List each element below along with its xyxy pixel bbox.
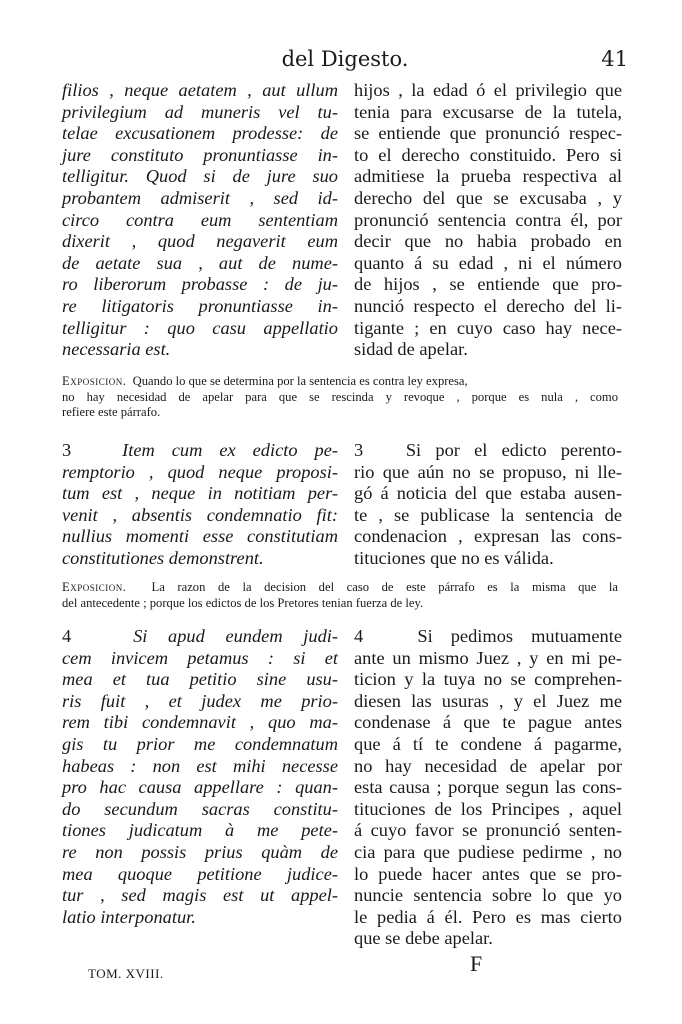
spanish-line: esta causa ; porque segun las cons- <box>354 777 622 798</box>
running-title: del Digesto. <box>281 47 409 71</box>
latin-line: dixerit , quod negaverit eum <box>62 231 338 252</box>
latin-text: Item cum ex edicto pe- <box>122 440 338 460</box>
spanish-line: tituciones que no es válida. <box>354 547 554 568</box>
latin-column <box>62 626 338 928</box>
exposicion-line: no hay necesidad de apelar para que se rescinda y revoque , porque es nula , como <box>62 389 618 404</box>
latin-line: mea et tua petitio sine usu- <box>62 669 338 690</box>
exposicion-label: Exposicion. <box>62 580 127 594</box>
exposicion-line: del antecedente ; porque los edictos de los Pretores tenian fuerza de ley. <box>62 595 424 610</box>
running-header <box>60 47 630 77</box>
paragraph-number: 4 <box>62 626 72 646</box>
latin-line: telligitur. Quod si de jure suo <box>62 166 338 187</box>
spanish-line: que se debe apelar. <box>354 928 493 949</box>
latin-column <box>62 440 338 570</box>
latin-line: ro liberorum probasse : de ju- <box>62 274 338 295</box>
spanish-line: de hijos , se entiende que pro- <box>354 274 622 295</box>
spanish-text: Si pedimos mutuamente <box>417 626 622 646</box>
latin-line: do secundum sacras constitu- <box>62 798 338 819</box>
latin-line: re litigatoris pronuntiasse in- <box>62 295 338 316</box>
spanish-line: se entiende que pronunció respec- <box>354 123 622 144</box>
spanish-line: que á tí te condene á pagarme, <box>354 733 622 754</box>
spanish-line: tigante ; en cuyo caso hay nece- <box>354 317 622 338</box>
exposicion-note <box>62 374 618 421</box>
exposicion-text: Quando lo que se determina por la sentencia es contra ley expresa, <box>132 374 468 388</box>
latin-line: habeas : non est mihi necesse <box>62 755 338 776</box>
latin-line <box>62 626 338 648</box>
spanish-text: Si por el edicto perento- <box>405 440 622 460</box>
latin-line: constitutiones demonstrent. <box>62 547 264 568</box>
spanish-line: nunció respecto el derecho del li- <box>354 295 622 316</box>
spanish-line: condenase á que te pague antes <box>354 712 622 733</box>
spanish-line: hijos , la edad ó el privilegio que <box>354 80 622 100</box>
spanish-line <box>354 626 622 648</box>
latin-line: telligitur : quo casu appellatio <box>62 317 338 338</box>
latin-line: jure constituto pronuntiasse in- <box>62 144 338 165</box>
latin-line: nullius momenti esse constitutiam <box>62 526 338 547</box>
spanish-line: á cuyo favor se pronunció senten- <box>354 820 622 841</box>
paragraph-block-4 <box>62 626 622 949</box>
latin-column <box>62 80 338 361</box>
spanish-line: nuncie sentencia sobre lo que yo <box>354 885 622 906</box>
latin-line: ris fuit , et judex me prio- <box>62 690 338 711</box>
spanish-line: ante un mismo Juez , y en mi pe- <box>354 647 622 668</box>
latin-line: venit , absentis condemnatio fit: <box>62 504 338 525</box>
spanish-line: to el derecho constituido. Pero si <box>354 144 622 165</box>
latin-text: Si apud eundem judi- <box>133 626 338 646</box>
latin-line: pro hac causa appellare : quan- <box>62 777 338 798</box>
exposicion-note <box>62 580 618 611</box>
spanish-line: tituciones de los Principes , aquel <box>354 798 622 819</box>
spanish-line: no hay necesidad de apelar por <box>354 755 622 776</box>
exposicion-line <box>62 580 618 596</box>
spanish-line: sidad de apelar. <box>354 339 468 360</box>
paragraph-block-3 <box>62 440 622 575</box>
latin-line: tur , sed magis est ut appel- <box>62 885 338 906</box>
spanish-column <box>354 626 622 950</box>
latin-line: telae excusationem prodesse: de <box>62 123 338 144</box>
spanish-line: lo puede hacer antes que se pro- <box>354 863 622 884</box>
exposicion-line: refiere este párrafo. <box>62 405 161 419</box>
latin-line: privilegium ad muneris vel tu- <box>62 101 338 122</box>
latin-line: tum est , neque in notitiam per- <box>62 483 338 504</box>
spanish-line: te , se publicase la sentencia de <box>354 504 622 525</box>
latin-line: re non possis prius quàm de <box>62 841 338 862</box>
spanish-line: condenacion , expresan las cons- <box>354 526 622 547</box>
latin-line: probantem admiserit , sed id- <box>62 187 338 208</box>
latin-line: circo contra eum sententiam <box>62 209 338 230</box>
spanish-line: derecho del que se excusaba , y <box>354 187 622 208</box>
spanish-line: rio que aún no se propuso, ni lle- <box>354 461 622 482</box>
spanish-line: pronunció sentencia contra él, por <box>354 209 622 230</box>
latin-line: cem invicem petamus : si et <box>62 647 338 668</box>
spanish-line: decir que no habia probado en <box>354 231 622 252</box>
spanish-line: admitiese la prueba respectiva al <box>354 166 622 187</box>
paragraph-number: 4 <box>354 626 364 646</box>
spanish-column <box>354 80 622 361</box>
latin-line: de aetate sua , aut de nume- <box>62 252 338 273</box>
exposicion-text: La razon de la decision del caso de este párrafo es la misma que la <box>151 580 619 594</box>
volume-label: TOM. XVIII. <box>88 966 164 981</box>
paragraph-number: 3 <box>354 440 364 460</box>
spanish-line: diesen las usuras , y el Juez me <box>354 690 622 711</box>
latin-line: tiones judicatum à me pete- <box>62 820 338 841</box>
latin-line: filios , neque aetatem , aut ullum <box>62 80 338 100</box>
latin-line <box>62 440 338 462</box>
latin-line: necessaria est. <box>62 339 171 360</box>
spanish-line <box>354 440 622 462</box>
exposicion-label: Exposicion. <box>62 374 127 388</box>
paragraph-block-continuation <box>62 80 622 365</box>
latin-line: gis tu prior me condemnatum <box>62 733 338 754</box>
paragraph-number: 3 <box>62 440 72 460</box>
spanish-line: gó á noticia del que estaba ausen- <box>354 483 622 504</box>
spanish-line: cia para que pudiese pedirme , no <box>354 841 622 862</box>
spanish-line: ticion y la tuya no se comprehen- <box>354 669 622 690</box>
signature-mark: F <box>470 951 483 976</box>
spanish-line: tenia para excusarse de la tutela, <box>354 101 622 122</box>
exposicion-line <box>62 374 618 390</box>
page-number: 41 <box>601 47 628 71</box>
latin-line: remptorio , quod neque proposi- <box>62 461 338 482</box>
latin-line: latio interponatur. <box>62 906 196 927</box>
latin-line: mea quoque petitione judice- <box>62 863 338 884</box>
spanish-column <box>354 440 622 570</box>
spanish-line: le pedia á él. Pero es mas cierto <box>354 906 622 927</box>
latin-line: rem tibi condemnavit , quo ma- <box>62 712 338 733</box>
spanish-line: quanto á su edad , ni el número <box>354 252 622 273</box>
